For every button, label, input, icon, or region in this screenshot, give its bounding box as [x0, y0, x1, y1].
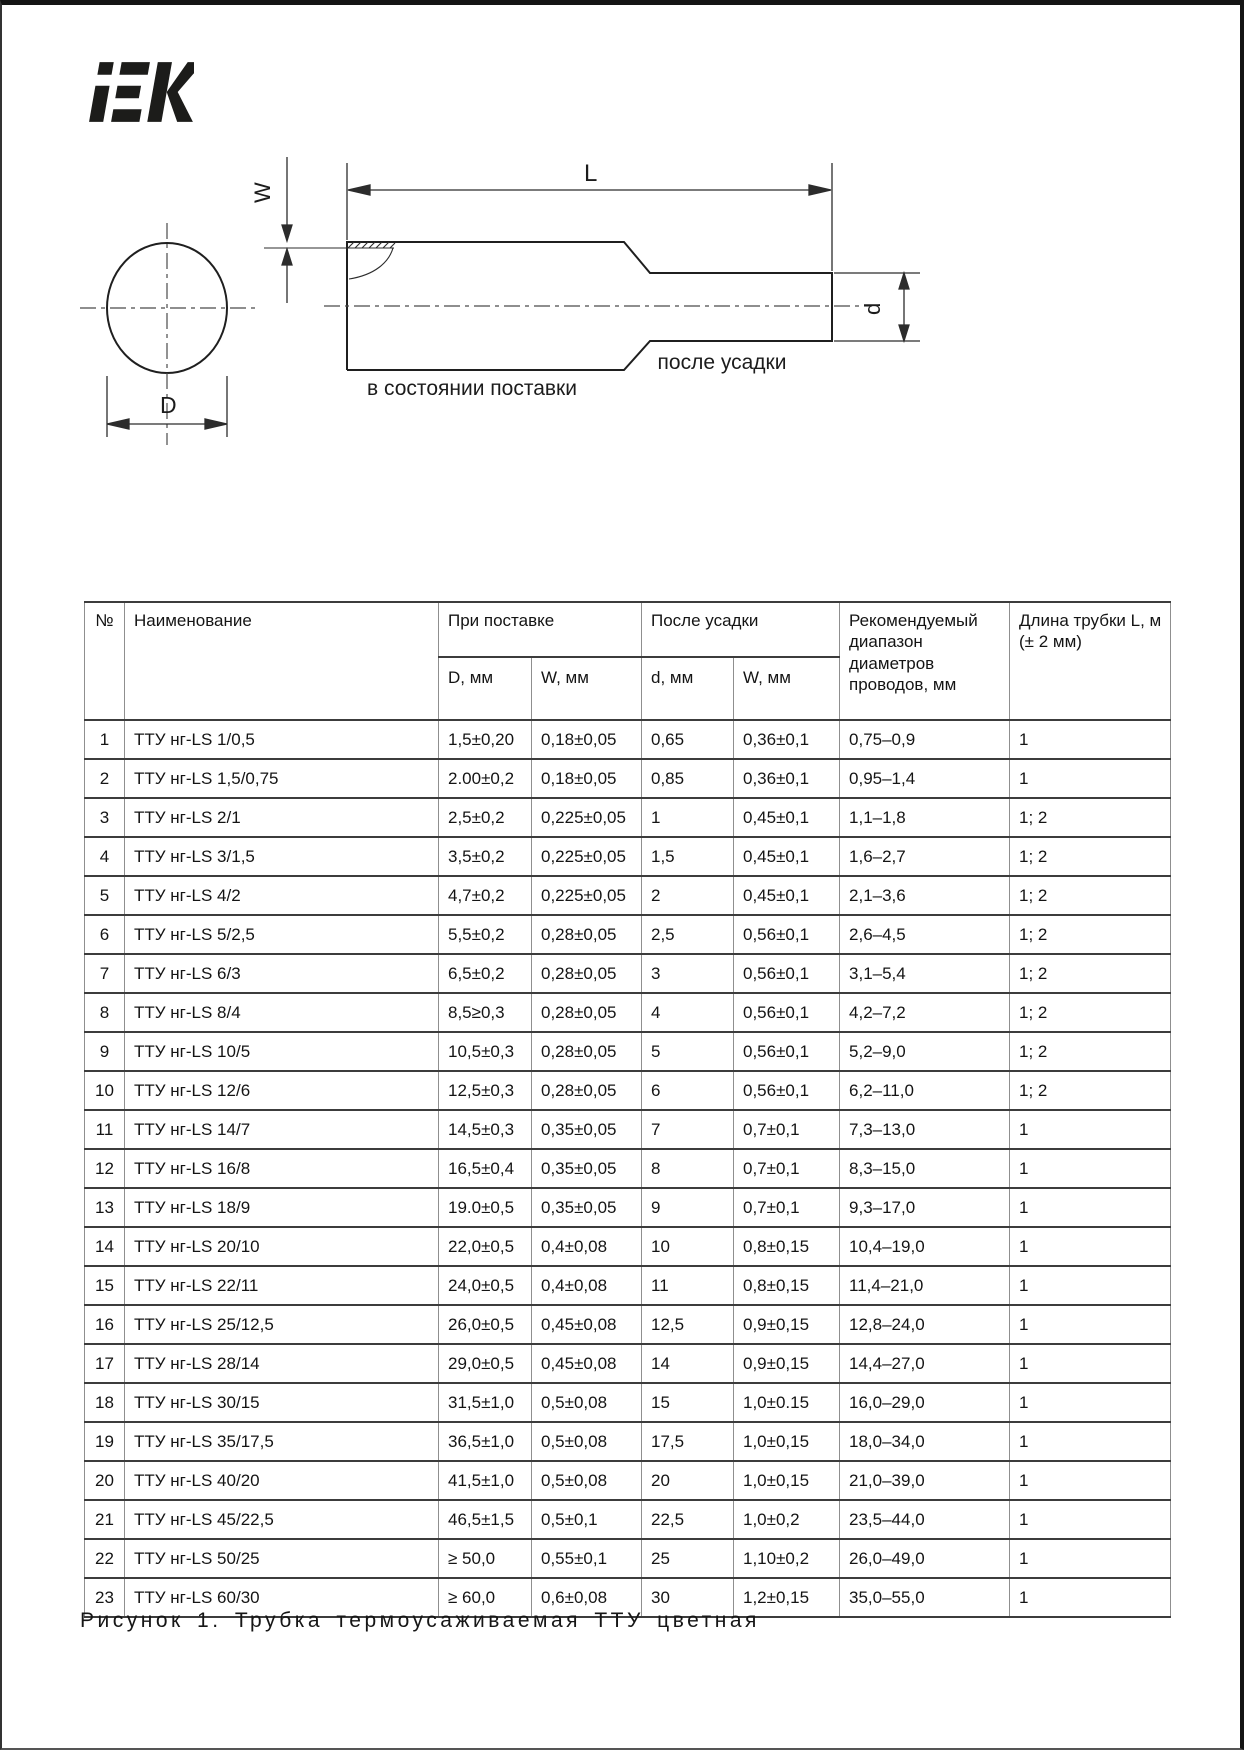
table-row	[85, 1461, 1171, 1500]
table-cell: 15	[85, 1266, 125, 1305]
table-cell: 10,4–19,0	[840, 1227, 1010, 1266]
table-cell: 1,0±0,15	[734, 1461, 840, 1500]
col-header-recommended-range: Рекомендуемый диапазон диаметров проводов, мм	[840, 602, 1010, 720]
table-cell: 18	[85, 1383, 125, 1422]
table-cell: 0,5±0,08	[532, 1422, 642, 1461]
table-cell: 1	[1010, 1344, 1171, 1383]
table-cell: 6,5±0,2	[439, 954, 532, 993]
table-cell: ТТУ нг-LS 45/22,5	[125, 1500, 439, 1539]
table-cell: 1,5±0,20	[439, 720, 532, 759]
table-cell: 1,2±0,15	[734, 1578, 840, 1617]
table-cell: 12	[85, 1149, 125, 1188]
table-cell: 0,45±0,1	[734, 798, 840, 837]
table-cell: 8	[642, 1149, 734, 1188]
table-cell: 0,7±0,1	[734, 1188, 840, 1227]
table-cell: 1	[1010, 1383, 1171, 1422]
table-cell: ТТУ нг-LS 6/3	[125, 954, 439, 993]
logo-i-stem	[89, 86, 110, 122]
table-cell: 1,10±0,2	[734, 1539, 840, 1578]
table-cell: 4	[642, 993, 734, 1032]
table-row	[85, 954, 1171, 993]
table-cell: 11	[85, 1110, 125, 1149]
table-cell: 1; 2	[1010, 876, 1171, 915]
table-row	[85, 993, 1171, 1032]
table-cell: 1; 2	[1010, 1032, 1171, 1071]
table-cell: 9,3–17,0	[840, 1188, 1010, 1227]
table-cell: 11	[642, 1266, 734, 1305]
table-cell: ТТУ нг-LS 8/4	[125, 993, 439, 1032]
table-cell: 22,5	[642, 1500, 734, 1539]
table-cell: 14,5±0,3	[439, 1110, 532, 1149]
table-cell: 0,18±0,05	[532, 720, 642, 759]
table-cell: ТТУ нг-LS 16/8	[125, 1149, 439, 1188]
table-cell: 17	[85, 1344, 125, 1383]
table-cell: 0,36±0,1	[734, 720, 840, 759]
table-cell: ТТУ нг-LS 14/7	[125, 1110, 439, 1149]
table-cell: 1; 2	[1010, 993, 1171, 1032]
figure-caption: Рисунок 1. Трубка термоусаживаемая ТТУ цветная	[80, 1609, 760, 1632]
table-cell: ТТУ нг-LS 35/17,5	[125, 1422, 439, 1461]
dimension-W-label: W	[250, 182, 275, 203]
table-cell: 6	[85, 915, 125, 954]
table-cell: 1; 2	[1010, 837, 1171, 876]
table-cell: 1; 2	[1010, 1071, 1171, 1110]
table-cell: 10	[85, 1071, 125, 1110]
table-cell: 1	[1010, 1422, 1171, 1461]
table-cell: 36,5±1,0	[439, 1422, 532, 1461]
table-cell: 10	[642, 1227, 734, 1266]
table-cell: 0,225±0,05	[532, 798, 642, 837]
table-cell: 1	[642, 798, 734, 837]
table-cell: 2,6–4,5	[840, 915, 1010, 954]
table-cell: 13	[85, 1188, 125, 1227]
table-cell: 1	[1010, 1305, 1171, 1344]
table-cell: 0,7±0,1	[734, 1149, 840, 1188]
table-cell: 16	[85, 1305, 125, 1344]
table-cell: 3	[85, 798, 125, 837]
table-cell: 0,8±0,15	[734, 1227, 840, 1266]
table-row	[85, 1500, 1171, 1539]
col-header-D-mm-delivery: D, мм	[439, 657, 532, 720]
table-cell: 22	[85, 1539, 125, 1578]
table-cell: 5,5±0,2	[439, 915, 532, 954]
table-cell: 1; 2	[1010, 798, 1171, 837]
table-cell: 31,5±1,0	[439, 1383, 532, 1422]
table-cell: 1,0±0.15	[734, 1383, 840, 1422]
logo-k-lower-leg	[161, 92, 194, 122]
table-cell: 0,28±0,05	[532, 915, 642, 954]
table-cell: 1	[1010, 720, 1171, 759]
table-row	[85, 720, 1171, 759]
table-cell: 0,7±0,1	[734, 1110, 840, 1149]
table-cell: 1	[1010, 1500, 1171, 1539]
table-cell: 6,2–11,0	[840, 1071, 1010, 1110]
table-cell: ТТУ нг-LS 28/14	[125, 1344, 439, 1383]
table-cell: ТТУ нг-LS 25/12,5	[125, 1305, 439, 1344]
table-cell: 0,225±0,05	[532, 876, 642, 915]
table-cell: 2,1–3,6	[840, 876, 1010, 915]
logo-i-dot	[97, 62, 113, 75]
table-cell: 0,6±0,08	[532, 1578, 642, 1617]
table-row	[85, 1422, 1171, 1461]
table-cell: 20	[642, 1461, 734, 1500]
table-cell: 1	[1010, 759, 1171, 798]
table-row	[85, 1539, 1171, 1578]
table-cell: 0,4±0,08	[532, 1227, 642, 1266]
col-header-at-delivery: При поставке	[439, 602, 642, 657]
col-header-tube-length: Длина трубки L, м (± 2 мм)	[1010, 602, 1171, 720]
table-cell: 20	[85, 1461, 125, 1500]
table-cell: 1	[1010, 1266, 1171, 1305]
table-cell: 1,5	[642, 837, 734, 876]
table-row	[85, 1383, 1171, 1422]
table-cell: ТТУ нг-LS 60/30	[125, 1578, 439, 1617]
table-cell: 0,28±0,05	[532, 993, 642, 1032]
table-cell: ТТУ нг-LS 40/20	[125, 1461, 439, 1500]
table-cell: 0,56±0,1	[734, 1032, 840, 1071]
table-cell: 1	[1010, 1461, 1171, 1500]
table-cell: 0,18±0,05	[532, 759, 642, 798]
table-cell: 2,5±0,2	[439, 798, 532, 837]
table-cell: 14	[642, 1344, 734, 1383]
table-cell: 11,4–21,0	[840, 1266, 1010, 1305]
col-header-W-mm-delivery: W, мм	[532, 657, 642, 720]
spec-table	[84, 601, 1171, 1618]
dimension-L-label: L	[584, 160, 598, 187]
table-cell: 0,45±0,1	[734, 876, 840, 915]
table-cell: 7,3–13,0	[840, 1110, 1010, 1149]
table-cell: ТТУ нг-LS 1,5/0,75	[125, 759, 439, 798]
table-cell: 24,0±0,5	[439, 1266, 532, 1305]
table-cell: ТТУ нг-LS 1/0,5	[125, 720, 439, 759]
table-cell: 1	[1010, 1578, 1171, 1617]
table-cell: 18,0–34,0	[840, 1422, 1010, 1461]
table-cell: 5,2–9,0	[840, 1032, 1010, 1071]
table-cell: 2	[85, 759, 125, 798]
table-cell: 0,36±0,1	[734, 759, 840, 798]
table-cell: 30	[642, 1578, 734, 1617]
table-cell: 0,28±0,05	[532, 1071, 642, 1110]
tube-technical-drawing	[72, 145, 1132, 475]
shrunk-state-label: после усадки	[657, 351, 787, 374]
table-cell: 0,56±0,1	[734, 993, 840, 1032]
table-cell: 0,75–0,9	[840, 720, 1010, 759]
table-row	[85, 1227, 1171, 1266]
table-cell: 9	[85, 1032, 125, 1071]
table-cell: ТТУ нг-LS 18/9	[125, 1188, 439, 1227]
table-cell: 1; 2	[1010, 915, 1171, 954]
table-cell: 16,0–29,0	[840, 1383, 1010, 1422]
table-cell: 0,9±0,15	[734, 1344, 840, 1383]
table-cell: 25	[642, 1539, 734, 1578]
table-cell: ТТУ нг-LS 22/11	[125, 1266, 439, 1305]
table-cell: 8	[85, 993, 125, 1032]
table-cell: 0,35±0,05	[532, 1110, 642, 1149]
table-cell: 7	[85, 954, 125, 993]
table-cell: 29,0±0,5	[439, 1344, 532, 1383]
col-header-W-mm-shrink: W, мм	[734, 657, 840, 720]
table-cell: 5	[85, 876, 125, 915]
table-cell: ТТУ нг-LS 3/1,5	[125, 837, 439, 876]
table-row	[85, 1266, 1171, 1305]
table-cell: 3,5±0,2	[439, 837, 532, 876]
table-cell: 19.0±0,5	[439, 1188, 532, 1227]
table-cell: 3	[642, 954, 734, 993]
dimension-W	[282, 157, 292, 303]
table-cell: 23	[85, 1578, 125, 1617]
table-cell: 9	[642, 1188, 734, 1227]
table-row	[85, 1344, 1171, 1383]
col-header-d-mm-shrink: d, мм	[642, 657, 734, 720]
table-cell: ТТУ нг-LS 20/10	[125, 1227, 439, 1266]
table-cell: 0,55±0,1	[532, 1539, 642, 1578]
table-cell: 0,5±0,08	[532, 1383, 642, 1422]
table-row	[85, 876, 1171, 915]
table-cell: 12,5±0,3	[439, 1071, 532, 1110]
table-cell: 0,45±0,08	[532, 1344, 642, 1383]
table-cell: 21	[85, 1500, 125, 1539]
table-cell: 1	[1010, 1149, 1171, 1188]
table-cell: 0,45±0,1	[734, 837, 840, 876]
table-cell: 12,8–24,0	[840, 1305, 1010, 1344]
table-cell: 6	[642, 1071, 734, 1110]
iek-logo-glyphs	[89, 62, 194, 122]
table-cell: 12,5	[642, 1305, 734, 1344]
table-cell: 15	[642, 1383, 734, 1422]
table-cell: 26,0±0,5	[439, 1305, 532, 1344]
table-cell: 0,45±0,08	[532, 1305, 642, 1344]
table-cell: ТТУ нг-LS 5/2,5	[125, 915, 439, 954]
table-cell: 1,1–1,8	[840, 798, 1010, 837]
table-cell: ТТУ нг-LS 50/25	[125, 1539, 439, 1578]
table-cell: ТТУ нг-LS 2/1	[125, 798, 439, 837]
iek-logo	[76, 55, 194, 129]
table-cell: 1,0±0,2	[734, 1500, 840, 1539]
table-cell: 5	[642, 1032, 734, 1071]
table-cell: ТТУ нг-LS 4/2	[125, 876, 439, 915]
table-row	[85, 837, 1171, 876]
table-cell: 1,0±0,15	[734, 1422, 840, 1461]
table-cell: 0,5±0,08	[532, 1461, 642, 1500]
table-cell: 3,1–5,4	[840, 954, 1010, 993]
table-row	[85, 1188, 1171, 1227]
table-cell: 0,56±0,1	[734, 915, 840, 954]
table-cell: 0,9±0,15	[734, 1305, 840, 1344]
table-cell: 1	[1010, 1188, 1171, 1227]
table-cell: 0,85	[642, 759, 734, 798]
table-cell: 0,28±0,05	[532, 954, 642, 993]
table-cell: 16,5±0,4	[439, 1149, 532, 1188]
table-cell: 14	[85, 1227, 125, 1266]
table-cell: 1; 2	[1010, 954, 1171, 993]
table-cell: 2.00±0,2	[439, 759, 532, 798]
table-row	[85, 1305, 1171, 1344]
table-row	[85, 1071, 1171, 1110]
col-header-name: Наименование	[125, 602, 439, 720]
table-cell: 0,35±0,05	[532, 1149, 642, 1188]
table-row	[85, 1110, 1171, 1149]
table-cell: 22,0±0,5	[439, 1227, 532, 1266]
table-cell: 1	[1010, 1227, 1171, 1266]
table-cell: 1,6–2,7	[840, 837, 1010, 876]
col-header-after-shrink: После усадки	[642, 602, 840, 657]
table-cell: 8,5≥0,3	[439, 993, 532, 1032]
table-cell: 4,7±0,2	[439, 876, 532, 915]
table-cell: 46,5±1,5	[439, 1500, 532, 1539]
table-cell: 0,56±0,1	[734, 1071, 840, 1110]
logo-e-mid-bar	[115, 86, 141, 99]
table-cell: 14,4–27,0	[840, 1344, 1010, 1383]
table-cell: 7	[642, 1110, 734, 1149]
table-cell: 1	[1010, 1110, 1171, 1149]
table-cell: 17,5	[642, 1422, 734, 1461]
table-cell: 1	[85, 720, 125, 759]
table-row	[85, 1032, 1171, 1071]
table-cell: 0,56±0,1	[734, 954, 840, 993]
table-row	[85, 915, 1171, 954]
table-cell: ТТУ нг-LS 30/15	[125, 1383, 439, 1422]
table-cell: ТТУ нг-LS 12/6	[125, 1071, 439, 1110]
logo-e-bottom-bar	[111, 109, 142, 122]
table-cell: 0,5±0,1	[532, 1500, 642, 1539]
table-cell: 0,95–1,4	[840, 759, 1010, 798]
table-row	[85, 1149, 1171, 1188]
table-cell: 10,5±0,3	[439, 1032, 532, 1071]
iek-logo-graphic	[76, 55, 194, 129]
delivered-state-label: в состоянии поставки	[367, 377, 577, 400]
table-cell: ≥ 50,0	[439, 1539, 532, 1578]
table-cell: 35,0–55,0	[840, 1578, 1010, 1617]
table-cell: 0,65	[642, 720, 734, 759]
dimension-D-label: D	[160, 392, 177, 418]
spec-table-header	[85, 602, 1171, 720]
logo-e-top-bar	[119, 62, 150, 75]
table-cell: 0,35±0,05	[532, 1188, 642, 1227]
table-cell: 0,28±0,05	[532, 1032, 642, 1071]
spec-table-body	[85, 720, 1171, 1617]
table-cell: 1	[1010, 1539, 1171, 1578]
dimension-d-label: d	[860, 302, 885, 315]
table-cell: ≥ 60,0	[439, 1578, 532, 1617]
table-cell: 0,8±0,15	[734, 1266, 840, 1305]
col-header-num: №	[85, 602, 125, 720]
table-cell: 4,2–7,2	[840, 993, 1010, 1032]
table-cell: 2,5	[642, 915, 734, 954]
table-row	[85, 759, 1171, 798]
table-cell: 0,225±0,05	[532, 837, 642, 876]
table-cell: 0,4±0,08	[532, 1266, 642, 1305]
table-cell: 23,5–44,0	[840, 1500, 1010, 1539]
table-row	[85, 798, 1171, 837]
table-cell: 2	[642, 876, 734, 915]
table-cell: 8,3–15,0	[840, 1149, 1010, 1188]
table-cell: 4	[85, 837, 125, 876]
table-cell: 26,0–49,0	[840, 1539, 1010, 1578]
table-cell: 19	[85, 1422, 125, 1461]
table-cell: 21,0–39,0	[840, 1461, 1010, 1500]
table-cell: 41,5±1,0	[439, 1461, 532, 1500]
table-cell: ТТУ нг-LS 10/5	[125, 1032, 439, 1071]
